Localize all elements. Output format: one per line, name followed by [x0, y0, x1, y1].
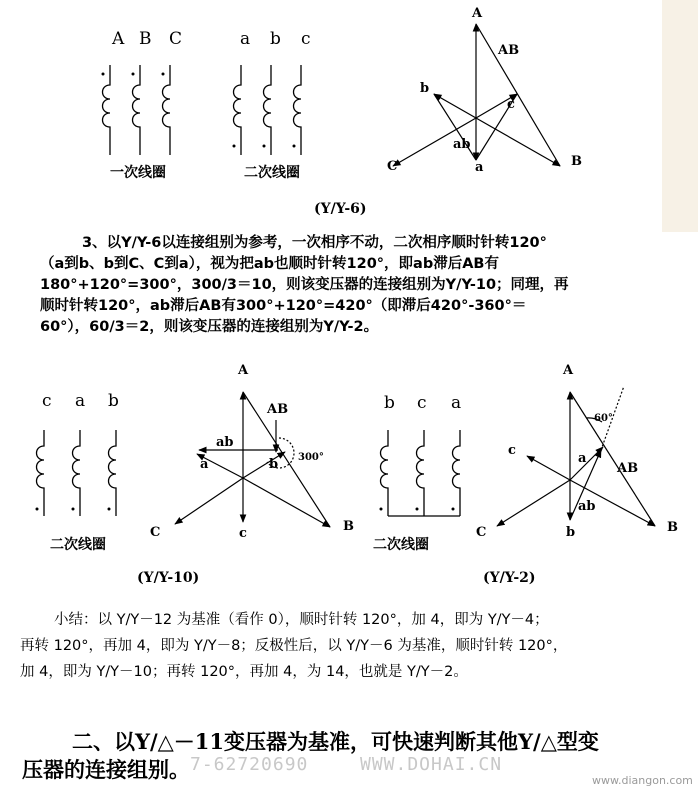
paragraph-3-line-2: （a到b、b到C、C到a），视为把ab也顺时针转120°，即ab滞后AB有: [40, 256, 499, 272]
fig1-secondary-coil-caption: 二次线圈: [244, 165, 300, 181]
fig1-phasor: [393, 24, 560, 166]
watermark-site: WWW.DOHAI.CN: [360, 754, 503, 775]
fig2-label-c-vector: c: [239, 526, 247, 541]
fig1-phasor-labels: [387, 6, 582, 175]
fig3-phasor: [497, 386, 655, 526]
fig2-coil-caption: 二次线圈: [50, 537, 106, 553]
fig2-label-b: b: [269, 457, 279, 472]
fig3-label-a: a: [451, 393, 462, 413]
fig1-secondary-label-a: a: [240, 29, 251, 49]
summary-line-3: 加 4，即为 Y/Y－10；再转 120°，再加 4，为 14，也就是 Y/Y－2。: [20, 664, 468, 680]
fig3-label-b: b: [384, 393, 395, 413]
fig2-label-b: b: [108, 391, 119, 411]
fig2-coils: [37, 430, 117, 516]
fig1-secondary-coils: [234, 65, 302, 155]
section-heading-line-1: 二、以Y/△－11变压器为基准，可快速判断其他Y/△型变: [72, 729, 599, 754]
fig1-label-c: c: [507, 97, 515, 112]
fig2-angle-label: 300°: [298, 452, 324, 463]
fig3-label-ab: ab: [578, 499, 596, 514]
summary-line-1: 小结：以 Y/Y－12 为基准（看作 0），顺时针转 120°，加 4，即为 Y/Y－4；: [54, 612, 549, 628]
fig3-label-b-vector: b: [566, 525, 576, 540]
fig1-primary-label-C: C: [169, 29, 183, 49]
paragraph-3-line-5: 60°），60/3＝2，则该变压器的连接组别为Y/Y-2。: [40, 319, 379, 335]
section-heading: [22, 728, 682, 784]
fig1-label-B: B: [571, 154, 582, 169]
fig2-phasor-labels: [150, 363, 354, 541]
fig1-label-a: a: [475, 160, 484, 175]
fig1-secondary-label-c: c: [301, 29, 311, 49]
fig2-caption: (Y/Y-10): [137, 570, 200, 586]
fig2-polarity-dots: [36, 508, 111, 511]
fig2-vector-B: [243, 478, 330, 527]
fig3-label-A: A: [563, 363, 574, 378]
fig3-polarity-dots: [380, 508, 455, 511]
fig1-primary-coils: [103, 65, 171, 155]
fig3-label-C: C: [476, 525, 487, 540]
fig1-primary-coil-caption: 一次线圈: [110, 165, 166, 181]
fig1-secondary-label-b: b: [270, 29, 281, 49]
fig3-coils: [381, 430, 461, 516]
fig1-label-b: b: [420, 81, 430, 96]
fig3-label-c-vector: c: [508, 443, 516, 458]
fig1-label-ab: ab: [453, 137, 471, 152]
fig1-vector-b: [434, 94, 476, 118]
fig3-vector-c: [527, 456, 570, 480]
fig1-label-A: A: [472, 6, 483, 21]
fig2-label-a: a: [75, 391, 86, 411]
fig3-vector-a: [570, 447, 603, 480]
fig1-primary-label-A: A: [112, 29, 125, 49]
paragraph-3-line-4: 顺时针转120°，ab滞后AB有300°+120°=420°（即滞后420°-360°＝: [40, 298, 527, 314]
fig2-label-a: a: [200, 457, 209, 472]
fig3-coil-caption: 二次线圈: [373, 537, 429, 553]
fig2-label-c: c: [42, 391, 52, 411]
paragraph-3-line-3: 180°+120°=300°，300/3＝10，则该变压器的连接组别为Y/Y-10；同理，再: [40, 277, 569, 293]
fig3-caption: (Y/Y-2): [483, 570, 536, 586]
watermark-phone: 7-62720690: [190, 754, 309, 775]
fig1-label-AB: AB: [498, 43, 520, 58]
fig1-vector-B: [476, 118, 560, 166]
fig2-label-A: A: [238, 363, 249, 378]
summary: [20, 607, 690, 685]
fig3-label-a-vector: a: [578, 451, 587, 466]
fig1-label-C: C: [387, 159, 398, 174]
section-heading-line-2: 压器的连接组别。: [22, 757, 190, 782]
fig2-vector-b: [243, 452, 285, 478]
fig3-label-AB: AB: [617, 461, 639, 476]
watermark-corner: www.diangon.com: [592, 774, 693, 787]
summary-line-2: 再转 120°，再加 4，即为 Y/Y－8；反极性后，以 Y/Y－6 为基准，顺时针转 120°，: [20, 638, 568, 654]
fig2-vector-C: [175, 478, 243, 524]
fig2-label-C: C: [150, 525, 161, 540]
paragraph-3-line-1: 3、以Y/Y-6以连接组别为参考，一次相序不动，二次相序顺时针转120°: [82, 235, 547, 251]
fig1-primary-label-B: B: [139, 29, 152, 49]
fig2-label-ab: ab: [216, 435, 234, 450]
fig3-label-B: B: [667, 520, 678, 535]
fig3-vector-C: [497, 480, 570, 526]
fig1-caption: (Y/Y-6): [314, 201, 367, 217]
paragraph-3: [40, 233, 680, 338]
fig3-label-c: c: [417, 393, 427, 413]
fig3-angle-label: 60°: [594, 413, 613, 424]
fig2-label-AB: AB: [267, 402, 289, 417]
fig1-polarity-dots: [102, 73, 296, 148]
fig2-label-B: B: [343, 519, 354, 534]
